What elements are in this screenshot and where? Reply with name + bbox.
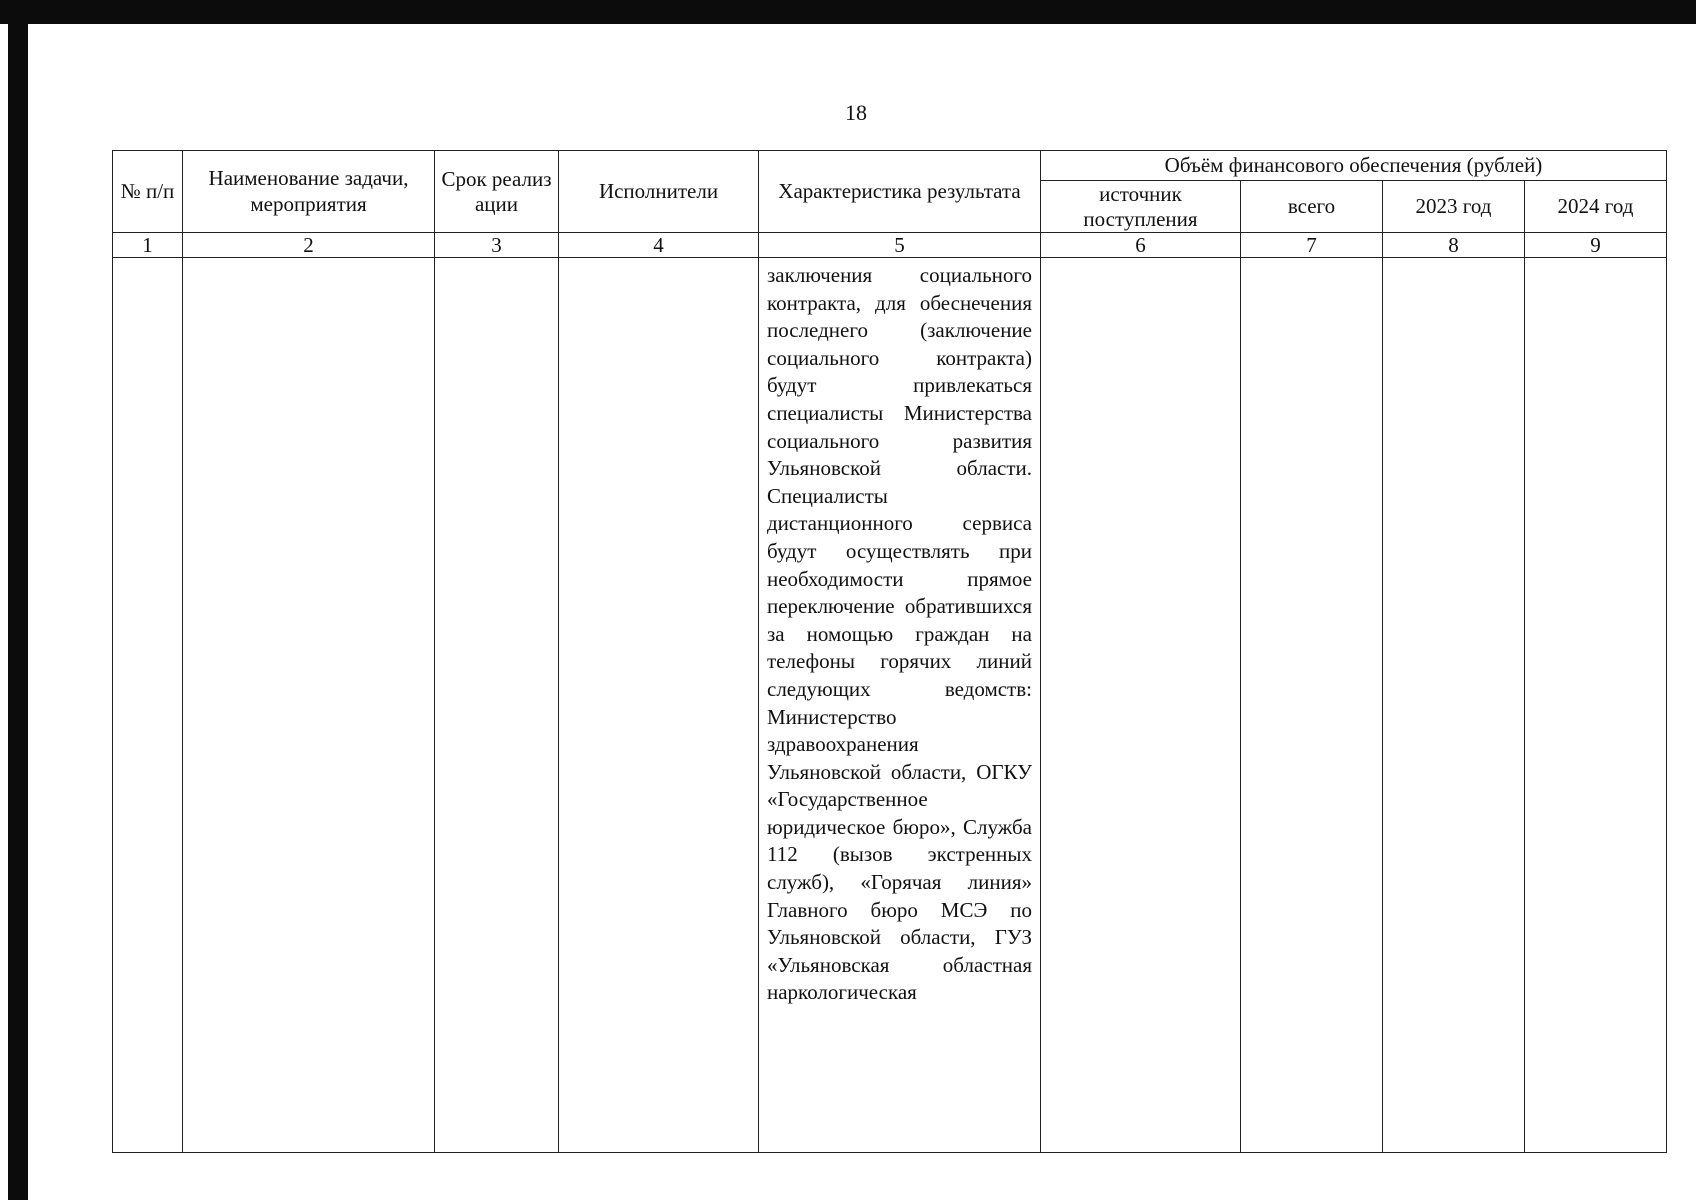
column-number: 3 (435, 233, 559, 258)
header-task-name: Наименование задачи, мероприятия (183, 151, 435, 233)
header-result-characteristic: Характеристика результата (759, 151, 1041, 233)
cell-task-name (183, 258, 435, 1153)
program-table (112, 150, 1667, 1153)
header-executors: Исполнители (559, 151, 759, 233)
cell-number (113, 258, 183, 1153)
column-number: 8 (1383, 233, 1525, 258)
header-year-2024: 2024 год (1525, 181, 1667, 233)
column-number: 9 (1525, 233, 1667, 258)
cell-funding-source (1041, 258, 1241, 1153)
column-number: 2 (183, 233, 435, 258)
header-financing-group: Объём финансового обеспечения (рублей) (1041, 151, 1667, 181)
cell-year-2024 (1525, 258, 1667, 1153)
column-number-row (113, 233, 1667, 258)
cell-total (1241, 258, 1383, 1153)
header-year-2023: 2023 год (1383, 181, 1525, 233)
column-number: 1 (113, 233, 183, 258)
header-total: всего (1241, 181, 1383, 233)
cell-year-2023 (1383, 258, 1525, 1153)
column-number: 4 (559, 233, 759, 258)
header-term: Срок реализации (435, 151, 559, 233)
column-number: 5 (759, 233, 1041, 258)
header-number: № п/п (113, 151, 183, 233)
scan-border-left (8, 0, 28, 1200)
header-funding-source: источник поступления (1041, 181, 1241, 233)
column-number: 7 (1241, 233, 1383, 258)
scan-border-top (0, 0, 1696, 24)
cell-result-characteristic: заключения социального контракта, для обеснечения последнего (заключение социального контракта) будут привлекаться специалисты Министерства социального развития Ульяновской области. Специалисты дистанционного сервиса будут осуществлять при необходимости прямое переключение обратившихся за номощью граждан на телефоны горячих линий следующих ведомств: Министерство здравоохранения Ульяновской области, ОГКУ «Государственное юридическое бюро», Служба 112 (вызов экстренных служб), «Горячая линия» Главного бюро МСЭ по Ульяновской области, ГУЗ «Ульяновская областная наркологическая (759, 258, 1041, 1153)
page-number: 18 (845, 100, 867, 125)
cell-executors (559, 258, 759, 1153)
cell-term (435, 258, 559, 1153)
table-row (113, 258, 1667, 1153)
column-number: 6 (1041, 233, 1241, 258)
